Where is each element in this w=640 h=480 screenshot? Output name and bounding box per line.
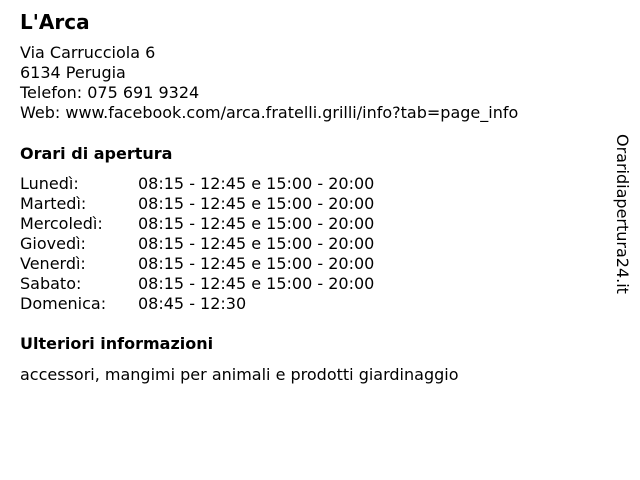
hours-row-wednesday [20,214,440,234]
street-address: Via Carrucciola 6 [20,43,156,62]
day-label: Sabato: [20,274,82,293]
postal-city: 6134 Perugia [20,63,126,82]
day-label: Mercoledì: [20,214,103,233]
day-label: Lunedì: [20,174,79,193]
contact-block [20,43,518,123]
watermark-text: Oraridiapertura24.it [613,134,632,294]
day-label: Domenica: [20,294,107,313]
day-label: Giovedì: [20,234,86,253]
more-info-text: accessori, mangimi per animali e prodotti giardinaggio [20,365,459,384]
time-range: 08:15 - 12:45 e 15:00 - 20:00 [138,254,375,273]
day-label: Martedì: [20,194,87,213]
hours-row-monday [20,174,440,194]
hours-row-tuesday [20,194,440,214]
hours-row-sunday [20,294,440,314]
business-name: L'Arca [20,10,90,34]
website-link[interactable]: Web: www.facebook.com/arca.fratelli.grilli/info?tab=page_info [20,103,519,122]
phone-number: Telefon: 075 691 9324 [20,83,200,102]
time-range: 08:15 - 12:45 e 15:00 - 20:00 [138,174,375,193]
day-label: Venerdì: [20,254,86,273]
opening-hours-list [20,174,440,314]
hours-row-friday [20,254,440,274]
opening-hours-heading: Orari di apertura [20,144,173,163]
time-range: 08:15 - 12:45 e 15:00 - 20:00 [138,234,375,253]
more-info-heading: Ulteriori informazioni [20,334,214,353]
hours-row-saturday [20,274,440,294]
time-range: 08:45 - 12:30 [138,294,247,313]
time-range: 08:15 - 12:45 e 15:00 - 20:00 [138,214,375,233]
time-range: 08:15 - 12:45 e 15:00 - 20:00 [138,274,375,293]
site-watermark [612,134,634,310]
time-range: 08:15 - 12:45 e 15:00 - 20:00 [138,194,375,213]
hours-row-thursday [20,234,440,254]
